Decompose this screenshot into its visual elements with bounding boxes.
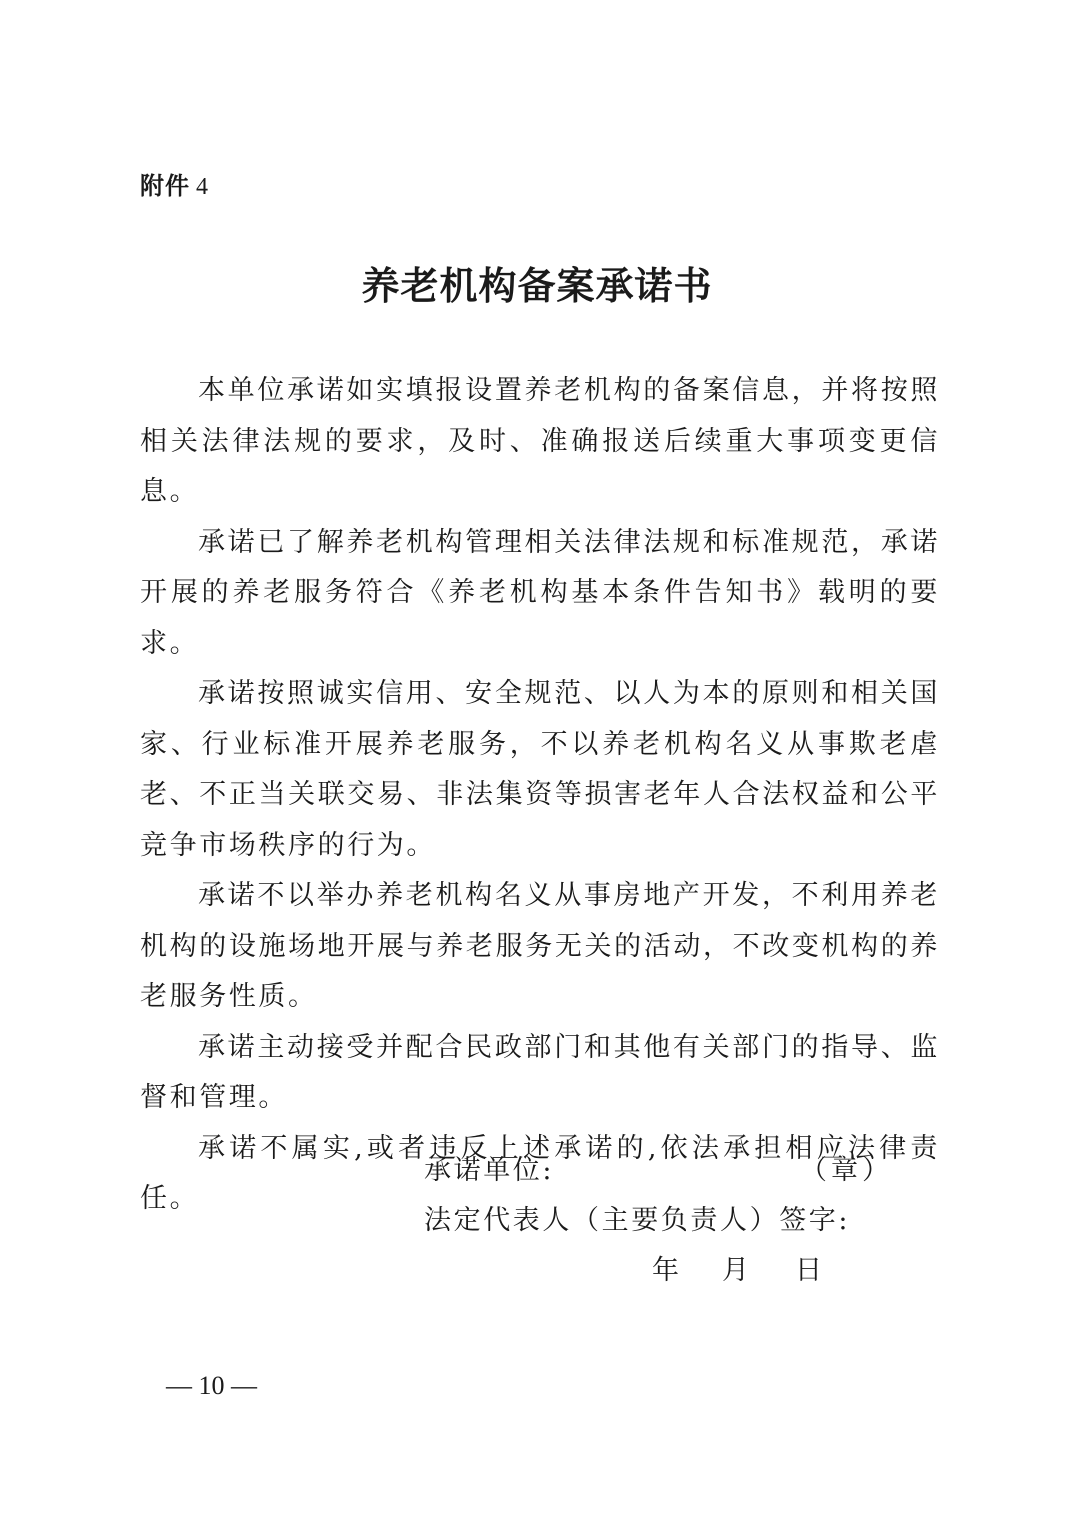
attachment-label-text: 附件 <box>140 172 190 200</box>
date-month-label: 月 <box>722 1255 749 1286</box>
paragraph-4: 承诺不以举办养老机构名义从事房地产开发，不利用养老机构的设施场地开展与养老服务无关的活动，不改变机构的养老服务性质。 <box>140 880 940 1012</box>
paragraph-6: 承诺不属实,或者违反上述承诺的,依法承担相应法律责任。 <box>140 1132 940 1214</box>
attachment-label <box>140 168 209 205</box>
paragraph-1: 本单位承诺如实填报设置养老机构的备案信息，并将按照相关法律法规的要求，及时、准确报送后续重大事项变更信息。 <box>140 375 940 507</box>
page-number: — 10 — <box>166 1371 257 1400</box>
attachment-number: 4 <box>196 174 209 200</box>
signature-seal-label: （章） <box>800 1155 893 1186</box>
signature-unit-label: 承诺单位: <box>424 1155 555 1186</box>
document-body <box>140 366 940 1225</box>
date-year-label: 年 <box>652 1255 679 1286</box>
signature-representative-label: 法定代表人（主要负责人）签字: <box>424 1205 851 1236</box>
paragraph-3: 承诺按照诚实信用、安全规范、以人为本的原则和相关国家、行业标准开展养老服务，不以养老机构名义从事欺老虐老、不正当关联交易、非法集资等损害老年人合法权益和公平竞争市场秩序的行为。 <box>140 678 940 861</box>
document-title: 养老机构备案承诺书 <box>361 264 713 308</box>
paragraph-5: 承诺主动接受并配合民政部门和其他有关部门的指导、监督和管理。 <box>140 1031 940 1113</box>
paragraph-2: 承诺已了解养老机构管理相关法律法规和标准规范，承诺开展的养老服务符合《养老机构基本条件告知书》载明的要求。 <box>140 526 940 659</box>
date-day-label: 日 <box>795 1255 822 1286</box>
